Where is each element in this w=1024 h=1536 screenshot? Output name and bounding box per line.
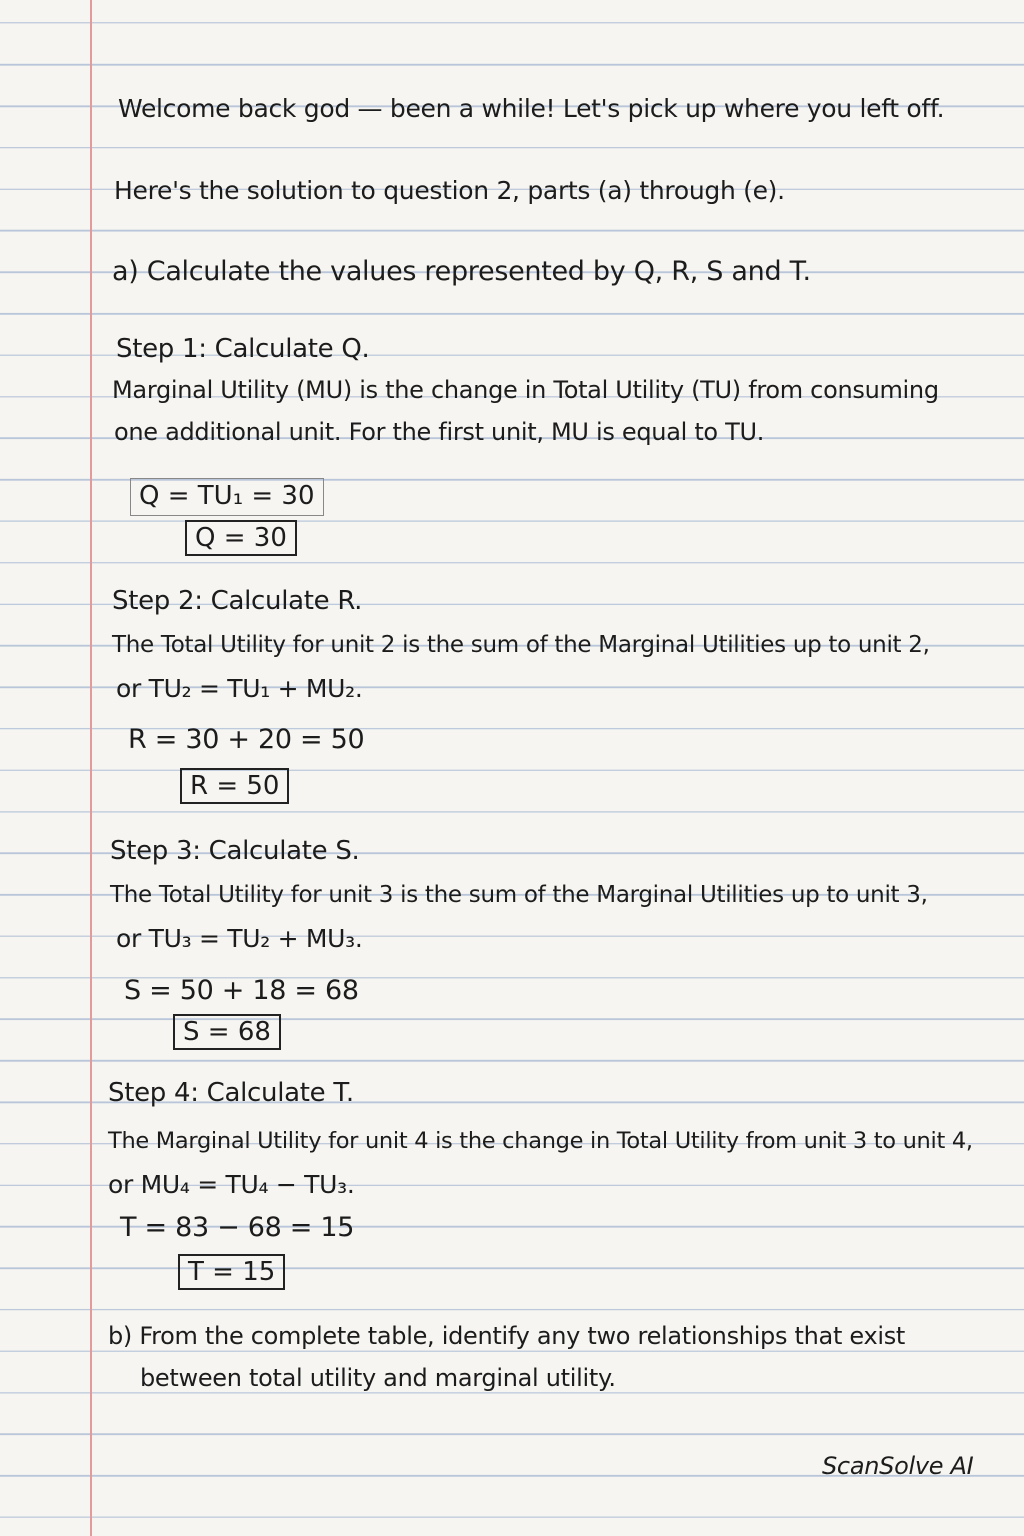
step1-line2: one additional unit. For the first unit, MU is equal to TU.	[114, 418, 765, 446]
step4-heading: Step 4: Calculate T.	[108, 1078, 354, 1108]
step4-line1: The Marginal Utility for unit 4 is the change in Total Utility from unit 3 to unit 4,	[108, 1128, 973, 1154]
step4-equation: T = 83 − 68 = 15	[120, 1212, 355, 1243]
part-b-line1: b) From the complete table, identify any two relationships that exist	[108, 1322, 906, 1350]
step2-equation: R = 30 + 20 = 50	[128, 724, 365, 755]
step4-answer-box: T = 15	[178, 1254, 285, 1290]
step1-heading: Step 1: Calculate Q.	[116, 334, 370, 364]
solution-note: Here's the solution to question 2, parts (a) through (e).	[114, 176, 785, 205]
step2-line2: or TU₂ = TU₁ + MU₂.	[116, 674, 363, 703]
part-b-line2: between total utility and marginal utility.	[140, 1364, 616, 1392]
step3-line2: or TU₃ = TU₂ + MU₃.	[116, 924, 363, 953]
margin-line	[90, 0, 92, 1536]
step2-line1: The Total Utility for unit 2 is the sum of the Marginal Utilities up to unit 2,	[112, 632, 930, 658]
step2-heading: Step 2: Calculate R.	[112, 586, 363, 616]
step3-line1: The Total Utility for unit 3 is the sum of the Marginal Utilities up to unit 3,	[110, 882, 928, 908]
step3-equation: S = 50 + 18 = 68	[124, 975, 359, 1006]
step2-answer-box: R = 50	[180, 768, 289, 804]
step3-answer-box: S = 68	[173, 1014, 281, 1050]
step3-heading: Step 3: Calculate S.	[110, 836, 360, 866]
welcome-text: Welcome back god — been a while! Let's pick up where you left off.	[118, 94, 945, 123]
part-a-prompt: a) Calculate the values represented by Q, R, S and T.	[112, 256, 811, 287]
step1-equation: Q = TU₁ = 30	[130, 478, 324, 516]
brand-signature: ScanSolve AI	[822, 1452, 974, 1480]
step1-answer-box: Q = 30	[185, 520, 297, 556]
step1-line1: Marginal Utility (MU) is the change in Total Utility (TU) from consuming	[112, 376, 939, 404]
step4-line2: or MU₄ = TU₄ − TU₃.	[108, 1170, 355, 1199]
